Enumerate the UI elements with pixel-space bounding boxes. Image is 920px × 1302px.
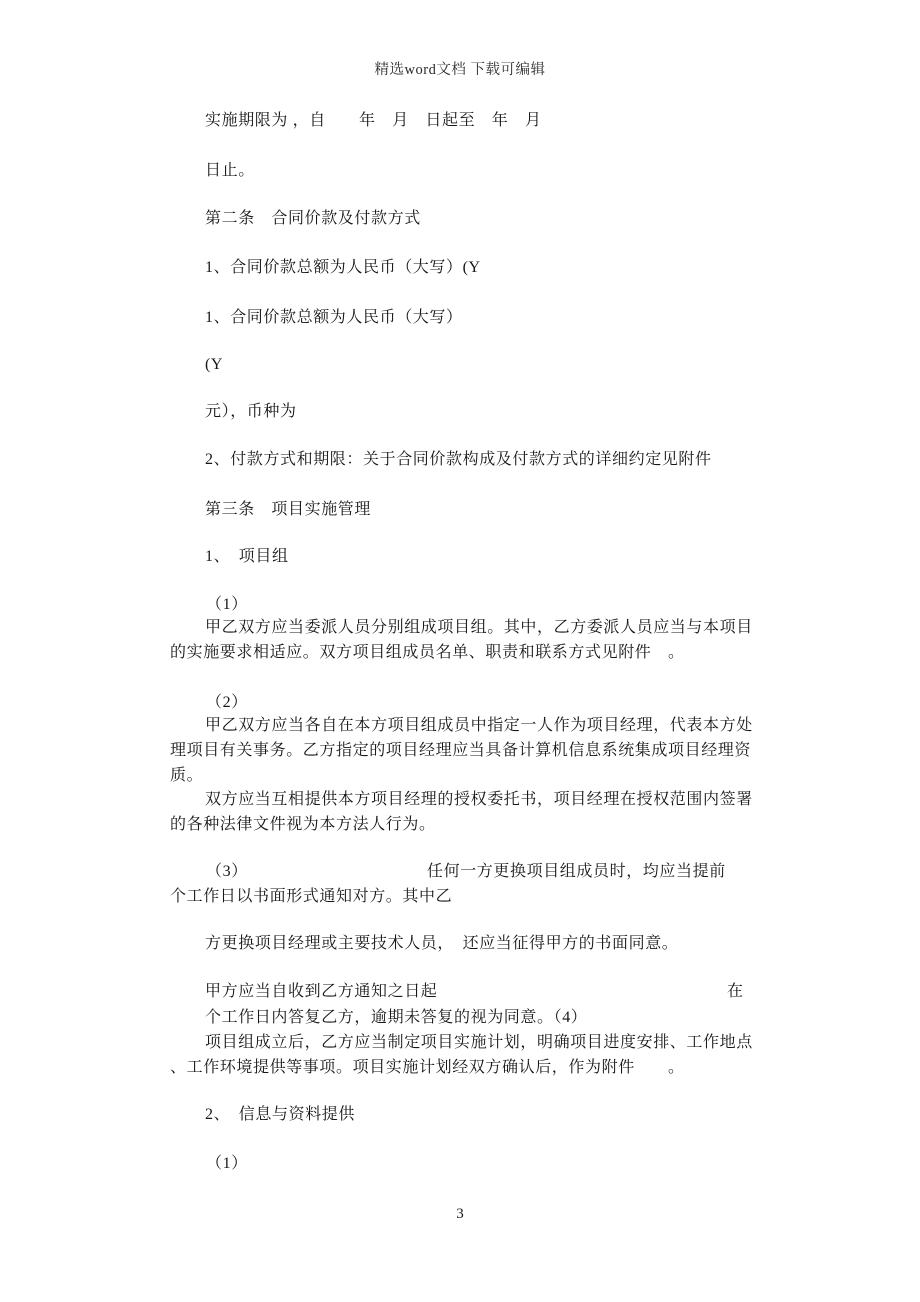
doc-line: 的实施要求相适应。双方项目组成员名单、职责和联系方式见附件 。 <box>170 644 685 661</box>
doc-line-item-1: 1、 项目组 <box>205 548 289 565</box>
doc-line-sub-2: （2） <box>206 694 248 711</box>
doc-line: 任何一方更换项目组成员时，均应当提前 <box>427 863 726 880</box>
doc-line: (Y <box>205 356 224 373</box>
heading-article-3: 第三条 项目实施管理 <box>205 501 372 518</box>
doc-line: 甲方应当自收到乙方通知之日起 <box>205 983 438 1000</box>
doc-line: 双方应当互相提供本方项目经理的授权委托书，项目经理在授权范围内签署 <box>205 791 753 808</box>
doc-line-sub-1b: （1） <box>206 1155 248 1172</box>
doc-line: 1、合同价款总额为人民币（大写） <box>205 309 463 326</box>
doc-line-item-2: 2、 信息与资料提供 <box>205 1106 356 1123</box>
doc-line: 方更换项目经理或主要技术人员， 还应当征得甲方的书面同意。 <box>205 935 679 952</box>
doc-line: 2、付款方式和期限：关于合同价款构成及付款方式的详细约定见附件 <box>205 451 712 468</box>
doc-line: 元），币种为 <box>205 403 297 420</box>
doc-line: 日止。 <box>205 162 255 179</box>
doc-line: 质。 <box>170 767 204 784</box>
doc-line: 在 <box>727 983 744 1000</box>
doc-line: 1、合同价款总额为人民币（大写）(Y <box>205 259 481 276</box>
page-number: 3 <box>456 1206 464 1222</box>
doc-line-sub-3: （3） <box>206 863 248 880</box>
header-watermark: 精选word文档 下载可编辑 <box>374 62 546 78</box>
doc-line: 甲乙双方应当各自在本方项目组成员中指定一人作为项目经理，代表本方处 <box>205 717 753 734</box>
doc-line: 、工作环境提供等事项。项目实施计划经双方确认后，作为附件 。 <box>170 1059 685 1076</box>
doc-line: 个工作日以书面形式通知对方。其中乙 <box>170 888 453 905</box>
doc-line: 个工作日内答复乙方，逾期未答复的视为同意。（4） <box>205 1009 588 1026</box>
heading-article-2: 第二条 合同价款及付款方式 <box>205 210 421 227</box>
doc-line-implementation-period: 实施期限为 ，自 年 月 日起至 年 月 <box>205 112 542 129</box>
doc-line: 的各种法律文件视为本方法人行为。 <box>170 816 436 833</box>
doc-line: 甲乙双方应当委派人员分别组成项目组。其中，乙方委派人员应当与本项目 <box>205 619 753 636</box>
doc-line: 项目组成立后，乙方应当制定项目实施计划，明确项目进度安排、工作地点 <box>205 1034 753 1051</box>
doc-line: 理项目有关事务。乙方指定的项目经理应当具备计算机信息系统集成项目经理资 <box>170 742 752 759</box>
doc-line-sub-1: （1） <box>206 596 248 613</box>
